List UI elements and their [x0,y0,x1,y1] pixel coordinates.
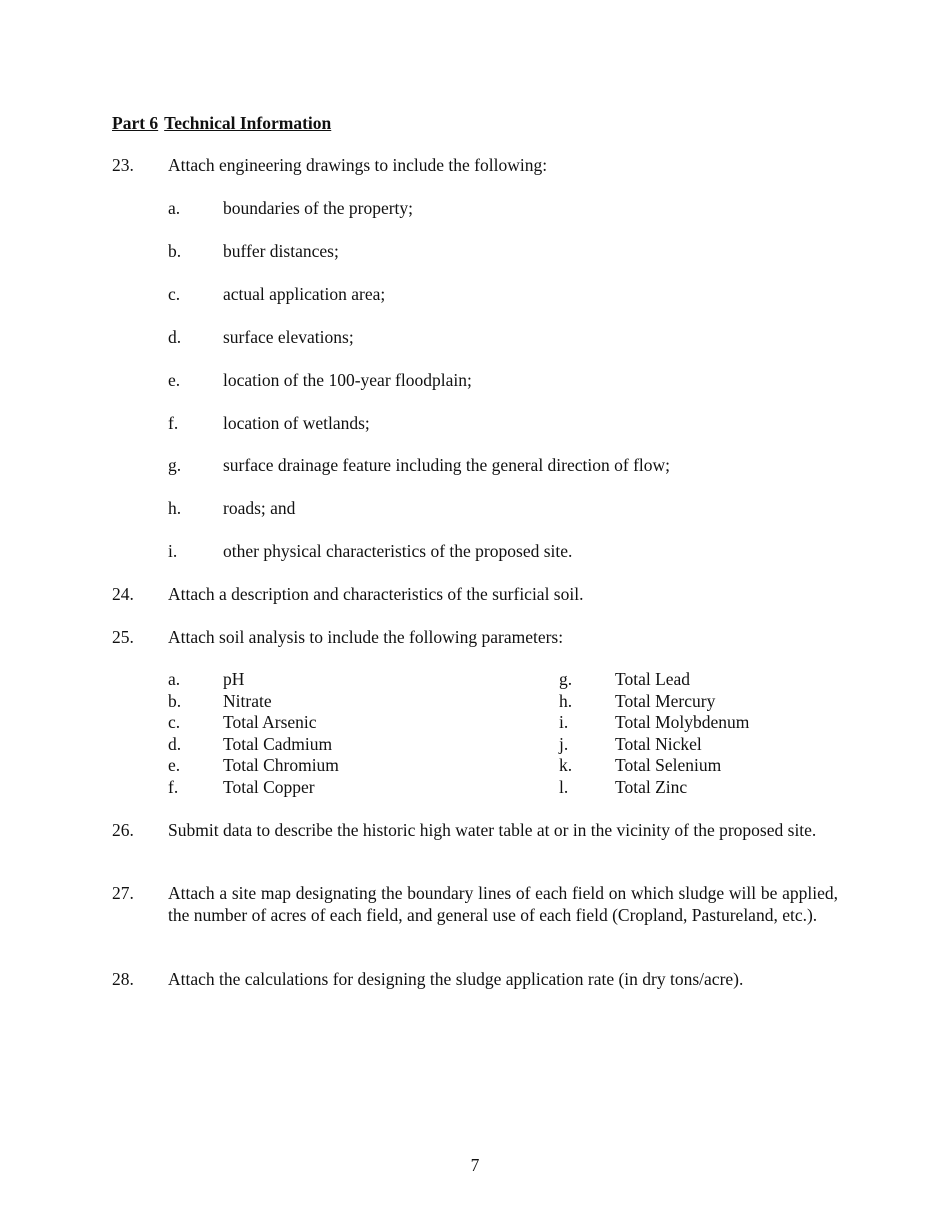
param-letter: b. [168,690,182,711]
param-name: Total Zinc [615,776,688,797]
item-text-26: Submit data to describe the historic high water table at or in the vicinity of the proposed site. [168,820,817,840]
item-23-sub-letter: i. [168,541,178,561]
param-name: Total Mercury [615,690,716,711]
item-23-sub-text: location of the 100-year floodplain; [223,370,472,390]
param-letter: i. [559,712,569,732]
param-letter: k. [559,755,573,775]
param-name: Total Copper [223,776,315,797]
param-letter: j. [559,733,569,754]
page-number: 7 [470,1155,480,1175]
item-23-sub-letter: f. [168,413,179,433]
param-name: Total Lead [615,669,691,689]
param-letter: l. [559,776,569,797]
item-23-sub-letter: h. [168,498,182,518]
param-name: Total Nickel [615,733,702,754]
item-text-23: Attach engineering drawings to include the following: [168,155,548,175]
item-23-sub-text: boundaries of the property; [223,198,414,218]
param-letter: h. [559,690,573,711]
item-23-sub-text: actual application area; [223,284,386,304]
param-letter: a. [168,669,181,689]
param-letter: f. [168,776,179,797]
param-name: pH [223,669,245,689]
item-number-24: 24. [112,584,134,604]
item-text-25: Attach soil analysis to include the following parameters: [168,627,564,647]
item-number-23: 23. [112,155,134,175]
part-title: Technical Information [164,113,332,133]
part-label: Part 6 [112,113,159,133]
item-text-28: Attach the calculations for designing the sludge application rate (in dry tons/acre). [168,969,744,989]
param-name: Total Arsenic [223,712,317,732]
item-23-sub-text: location of wetlands; [223,413,370,433]
param-name: Total Cadmium [223,733,333,754]
item-text-27: Attach a site map designating the boundary lines of each field on which sludge will be applied, the number of acres of each field, and general use of each field (Cropland, Pastureland, etc.). [168,883,838,925]
param-name: Total Chromium [223,755,339,775]
param-letter: d. [168,733,182,754]
item-23-sub-letter: b. [168,241,182,261]
item-23-sub-letter: g. [168,455,182,475]
section-heading [112,113,331,135]
item-23-sub-letter: c. [168,284,181,304]
item-23-sub-text: buffer distances; [223,241,339,261]
item-text-24: Attach a description and characteristics of the surficial soil. [168,584,584,604]
item-23-sub-letter: d. [168,327,182,347]
param-name: Total Molybdenum [615,712,750,732]
param-letter: e. [168,755,181,775]
item-number-28: 28. [112,969,134,989]
param-letter: c. [168,712,181,732]
item-23-sub-text: roads; and [223,498,296,518]
param-name: Total Selenium [615,755,722,775]
item-23-sub-text: surface elevations; [223,327,354,347]
item-number-26: 26. [112,820,134,840]
item-number-27: 27. [112,883,134,903]
item-23-sub-text: surface drainage feature including the general direction of flow; [223,455,671,475]
item-23-sub-letter: a. [168,198,181,218]
item-23-sub-text: other physical characteristics of the proposed site. [223,541,573,561]
param-name: Nitrate [223,690,272,711]
param-letter: g. [559,669,573,689]
item-23-sub-letter: e. [168,370,181,390]
item-number-25: 25. [112,627,134,647]
